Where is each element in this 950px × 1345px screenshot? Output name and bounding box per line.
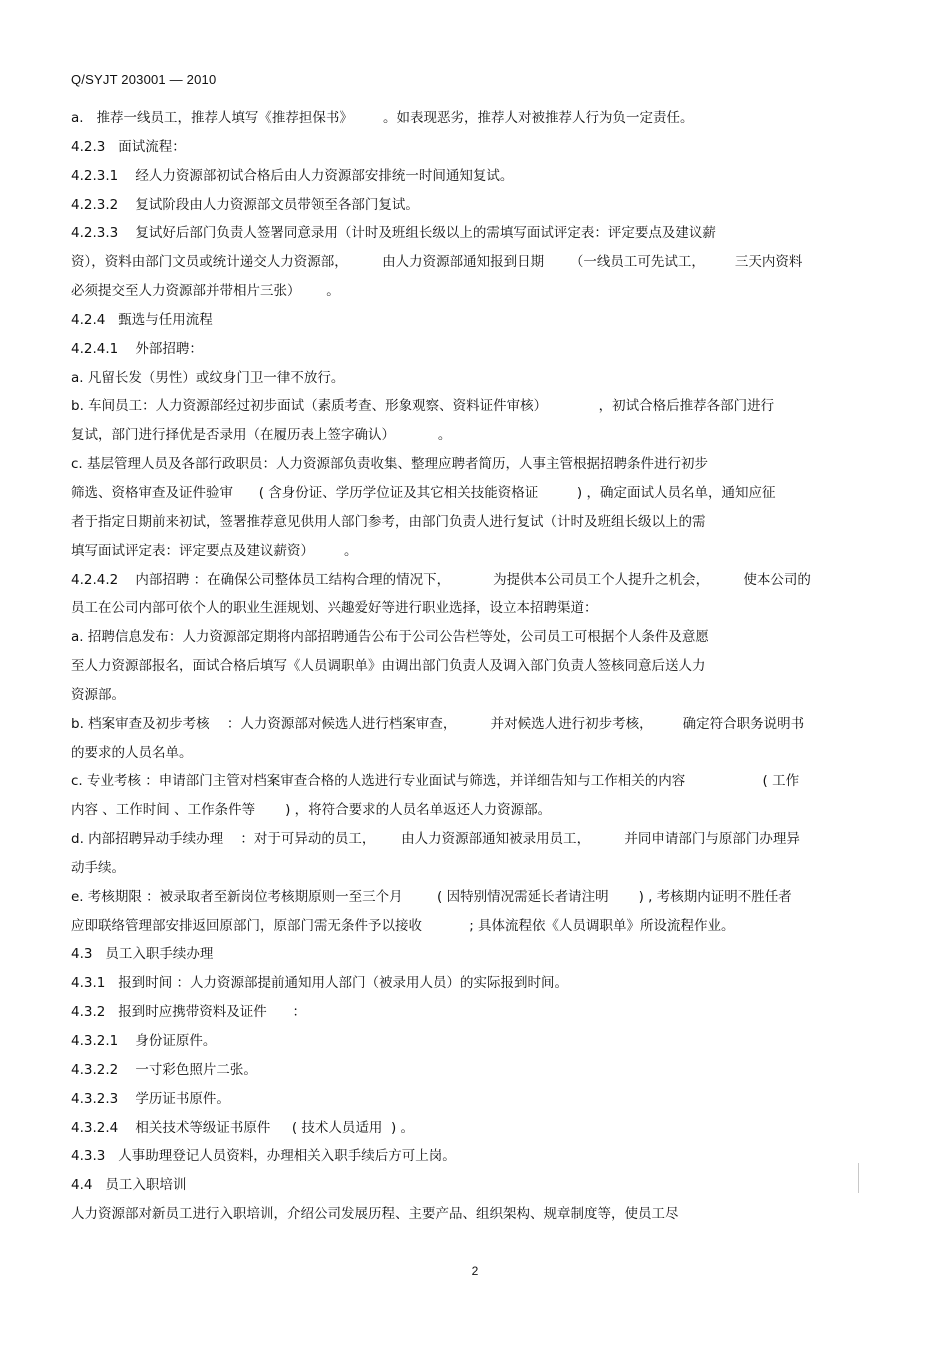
text-line: a. 凡留长发（男性）或纹身门卫一律不放行。: [71, 369, 345, 386]
text-line: 4.4 员工入职培训: [71, 1177, 187, 1194]
text-line: 复试，部门进行择优是否录用（在履历表上签字确认） 。: [71, 427, 452, 444]
text-line: 员工在公司内部可依个人的职业生涯规划、兴趣爱好等进行职业选择，设立本招聘渠道：: [71, 600, 598, 617]
document-body: [71, 104, 861, 1229]
text-line: 资源部。: [71, 686, 125, 703]
text-line: 4.2.3 面试流程：: [71, 138, 186, 155]
text-line: 应即联络管理部安排返回原部门，原部门需无条件予以接收 ; 具体流程依《人员调职单》所设流程作业。: [71, 917, 735, 934]
text-line: 4.2.4 甄选与任用流程: [71, 311, 213, 328]
text-line: 动手续。: [71, 859, 125, 876]
text-line: d. 内部招聘异动手续办理 ：对于可异动的员工， 由人力资源部通知被录用员工， 并同申请部门与原部门办理异: [71, 831, 800, 848]
text-line: b. 档案审查及初步考核 ：人力资源部对候选人进行档案审查， 并对候选人进行初步考核， 确定符合职务说明书: [71, 715, 805, 732]
text-line: 资），资料由部门文员或统计递交人力资源部， 由人力资源部通知报到日期 （一线员工可先试工， 三天内资料: [71, 254, 803, 271]
text-line: 至人力资源部报名，面试合格后填写《人员调职单》由调出部门负责人及调入部门负责人签核同意后送人力: [71, 658, 706, 675]
text-line: 4.2.3.1 经人力资源部初试合格后由人力资源部安排统一时间通知复试。: [71, 167, 514, 184]
page-number: 2: [471, 1264, 479, 1278]
document-code-header: Q/SYJT 203001 — 2010: [71, 72, 217, 87]
text-line: 4.2.3.2 复试阶段由人力资源部文员带领至各部门复试。: [71, 196, 419, 213]
text-line: 4.3 员工入职手续办理: [71, 946, 214, 963]
text-line: 4.3.2.1 身份证原件。: [71, 1033, 217, 1049]
text-line: 内容 、工作时间 、工作条件等 ) ，将符合要求的人员名单返还人力资源部。: [71, 802, 552, 819]
margin-mark: [858, 1163, 859, 1193]
text-line: 4.3.2.4 相关技术等级证书原件 ( 技术人员适用 ) 。: [71, 1119, 415, 1136]
text-line: 4.2.4.1 外部招聘：: [71, 340, 203, 357]
text-line: b. 车间员工：人力资源部经过初步面试（素质考查、形象观察、资料证件审核） ，初试合格后推荐各部门进行: [71, 398, 775, 415]
text-line: 4.3.2 报到时应携带资料及证件 ：: [71, 1004, 306, 1021]
text-line: 4.3.1 报到时间 ：人力资源部提前通知用人部门（被录用人员）的实际报到时间。: [71, 975, 569, 992]
text-line: 人力资源部对新员工进行入职培训，介绍公司发展历程、主要产品、组织架构、规章制度等，使员工尽: [71, 1206, 679, 1223]
text-line: 筛选、资格审查及证件验审 ( 含身份证、学历学位证及其它相关技能资格证 ) ，确定面试人员名单，通知应征: [71, 484, 776, 501]
text-line: 4.3.2.3 学历证书原件。: [71, 1090, 230, 1107]
text-line: 的要求的人员名单。: [71, 744, 193, 761]
text-line: 者于指定日期前来初试，签署推荐意见供用人部门参考，由部门负责人进行复试（计时及班组长级以上的需: [71, 513, 706, 530]
text-line: c. 基层管理人员及各部行政职员：人力资源部负责收集、整理应聘者简历，人事主管根据招聘条件进行初步: [71, 456, 709, 473]
text-line: c. 专业考核 ：申请部门主管对档案审查合格的人选进行专业面试与筛选，并详细告知与工作相关的内容 ( 工作: [71, 773, 800, 790]
text-line: 4.2.4.2 内部招聘 ：在确保公司整体员工结构合理的情况下， 为提供本公司员工个人提升之机会， 使本公司的: [71, 571, 811, 588]
text-line: a. 推荐一线员工，推荐人填写《推荐担保书》 。如表现恶劣，推荐人对被推荐人行为负一定责任。: [71, 110, 694, 126]
text-line: a. 招聘信息发布：人力资源部定期将内部招聘通告公布于公司公告栏等处，公司员工可根据个人条件及意愿: [71, 629, 709, 646]
text-line: 4.2.3.3 复试好后部门负责人签署同意录用（计时及班组长级以上的需填写面试评定表：评定要点及建议薪: [71, 225, 716, 242]
text-line: 4.3.2.2 一寸彩色照片二张。: [71, 1061, 257, 1078]
text-line: e. 考核期限 ：被录取者至新岗位考核期原则一至三个月 ( 因特别情况需延长者请注明 ) , 考核期内证明不胜任者: [71, 888, 792, 905]
text-line: 4.3.3 人事助理登记人员资料，办理相关入职手续后方可上岗。: [71, 1148, 456, 1165]
text-line: 必须提交至人力资源部并带相片三张） 。: [71, 283, 340, 300]
text-line: 填写面试评定表：评定要点及建议薪资） 。: [71, 542, 358, 559]
